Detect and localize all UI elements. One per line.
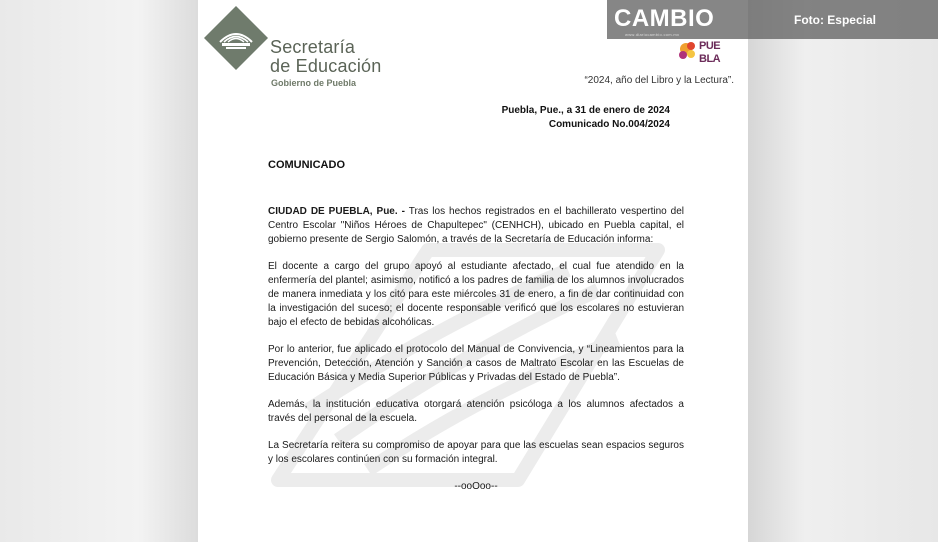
- paragraph-4: Además, la institución educativa otorgará atención psicóloga a los alumnos afectados a través del personal de la escuela.: [268, 399, 684, 424]
- paragraph-2: El docente a cargo del grupo apoyó al estudiante afectado, el cual fue atendido en la enfermería del plantel; asimismo, notificó a los padres de familia de los alumnos involucrados de manera inmediata y los citó para este miércoles 31 de enero, a fin de dar continuidad con la investigación del suceso; el docente responsable verificó que los escolares no estuvieran bajo el efecto de bebidas alcohólicas.: [268, 261, 684, 328]
- background-left: [0, 0, 198, 542]
- logo-subtitle: Gobierno de Puebla: [271, 78, 357, 88]
- paragraph-5: La Secretaría reitera su compromiso de apoyar para que las escuelas sean espacios seguros y los escolares continúen con su formación integral.: [268, 440, 684, 465]
- document-body: [268, 205, 684, 494]
- dateline: CIUDAD DE PUEBLA, Pue. -: [268, 206, 405, 217]
- photo-credit: Foto: Especial: [793, 13, 876, 27]
- year-motto: “2024, año del Libro y la Lectura”.: [584, 75, 734, 86]
- logo-title: Secretaría de Educación: [270, 37, 382, 76]
- cambio-url: www.diariocambio.com.mx: [625, 32, 680, 37]
- sep-logo-icon: [202, 4, 270, 72]
- watermark-banner: [607, 0, 938, 39]
- paragraph-3: Por lo anterior, fue aplicado el protocolo del Manual de Convivencia, y “Lineamientos para la Prevención, Detección, Atención y Sanción a casos de Maltrato Escolar en las Escuelas de Educación Básica y Media Superior Públicas y Privadas del Estado de Puebla”.: [268, 344, 684, 383]
- communique-number: Comunicado No.004/2024: [548, 119, 670, 130]
- document-page: [198, 0, 748, 542]
- document-title: COMUNICADO: [268, 159, 345, 171]
- closing-mark: --ooOoo--: [454, 481, 498, 492]
- background-right: [748, 0, 938, 542]
- paragraph-1: CIUDAD DE PUEBLA, Pue. - Tras los hechos registrados en el bachillerato vespertino del Centro Escolar "Niños Héroes de Chapultepec" (CENHCH), ubicado en Puebla capital, el gobierno presente de Sergio Salomón, a través de la Secretaría de Educación informa:: [268, 206, 684, 245]
- puebla-logo-text: PUE BLA: [699, 40, 721, 65]
- place-date: Puebla, Pue., a 31 de enero de 2024: [501, 105, 670, 116]
- cambio-logo: CAMBIO: [614, 5, 715, 32]
- date-block: [502, 104, 670, 132]
